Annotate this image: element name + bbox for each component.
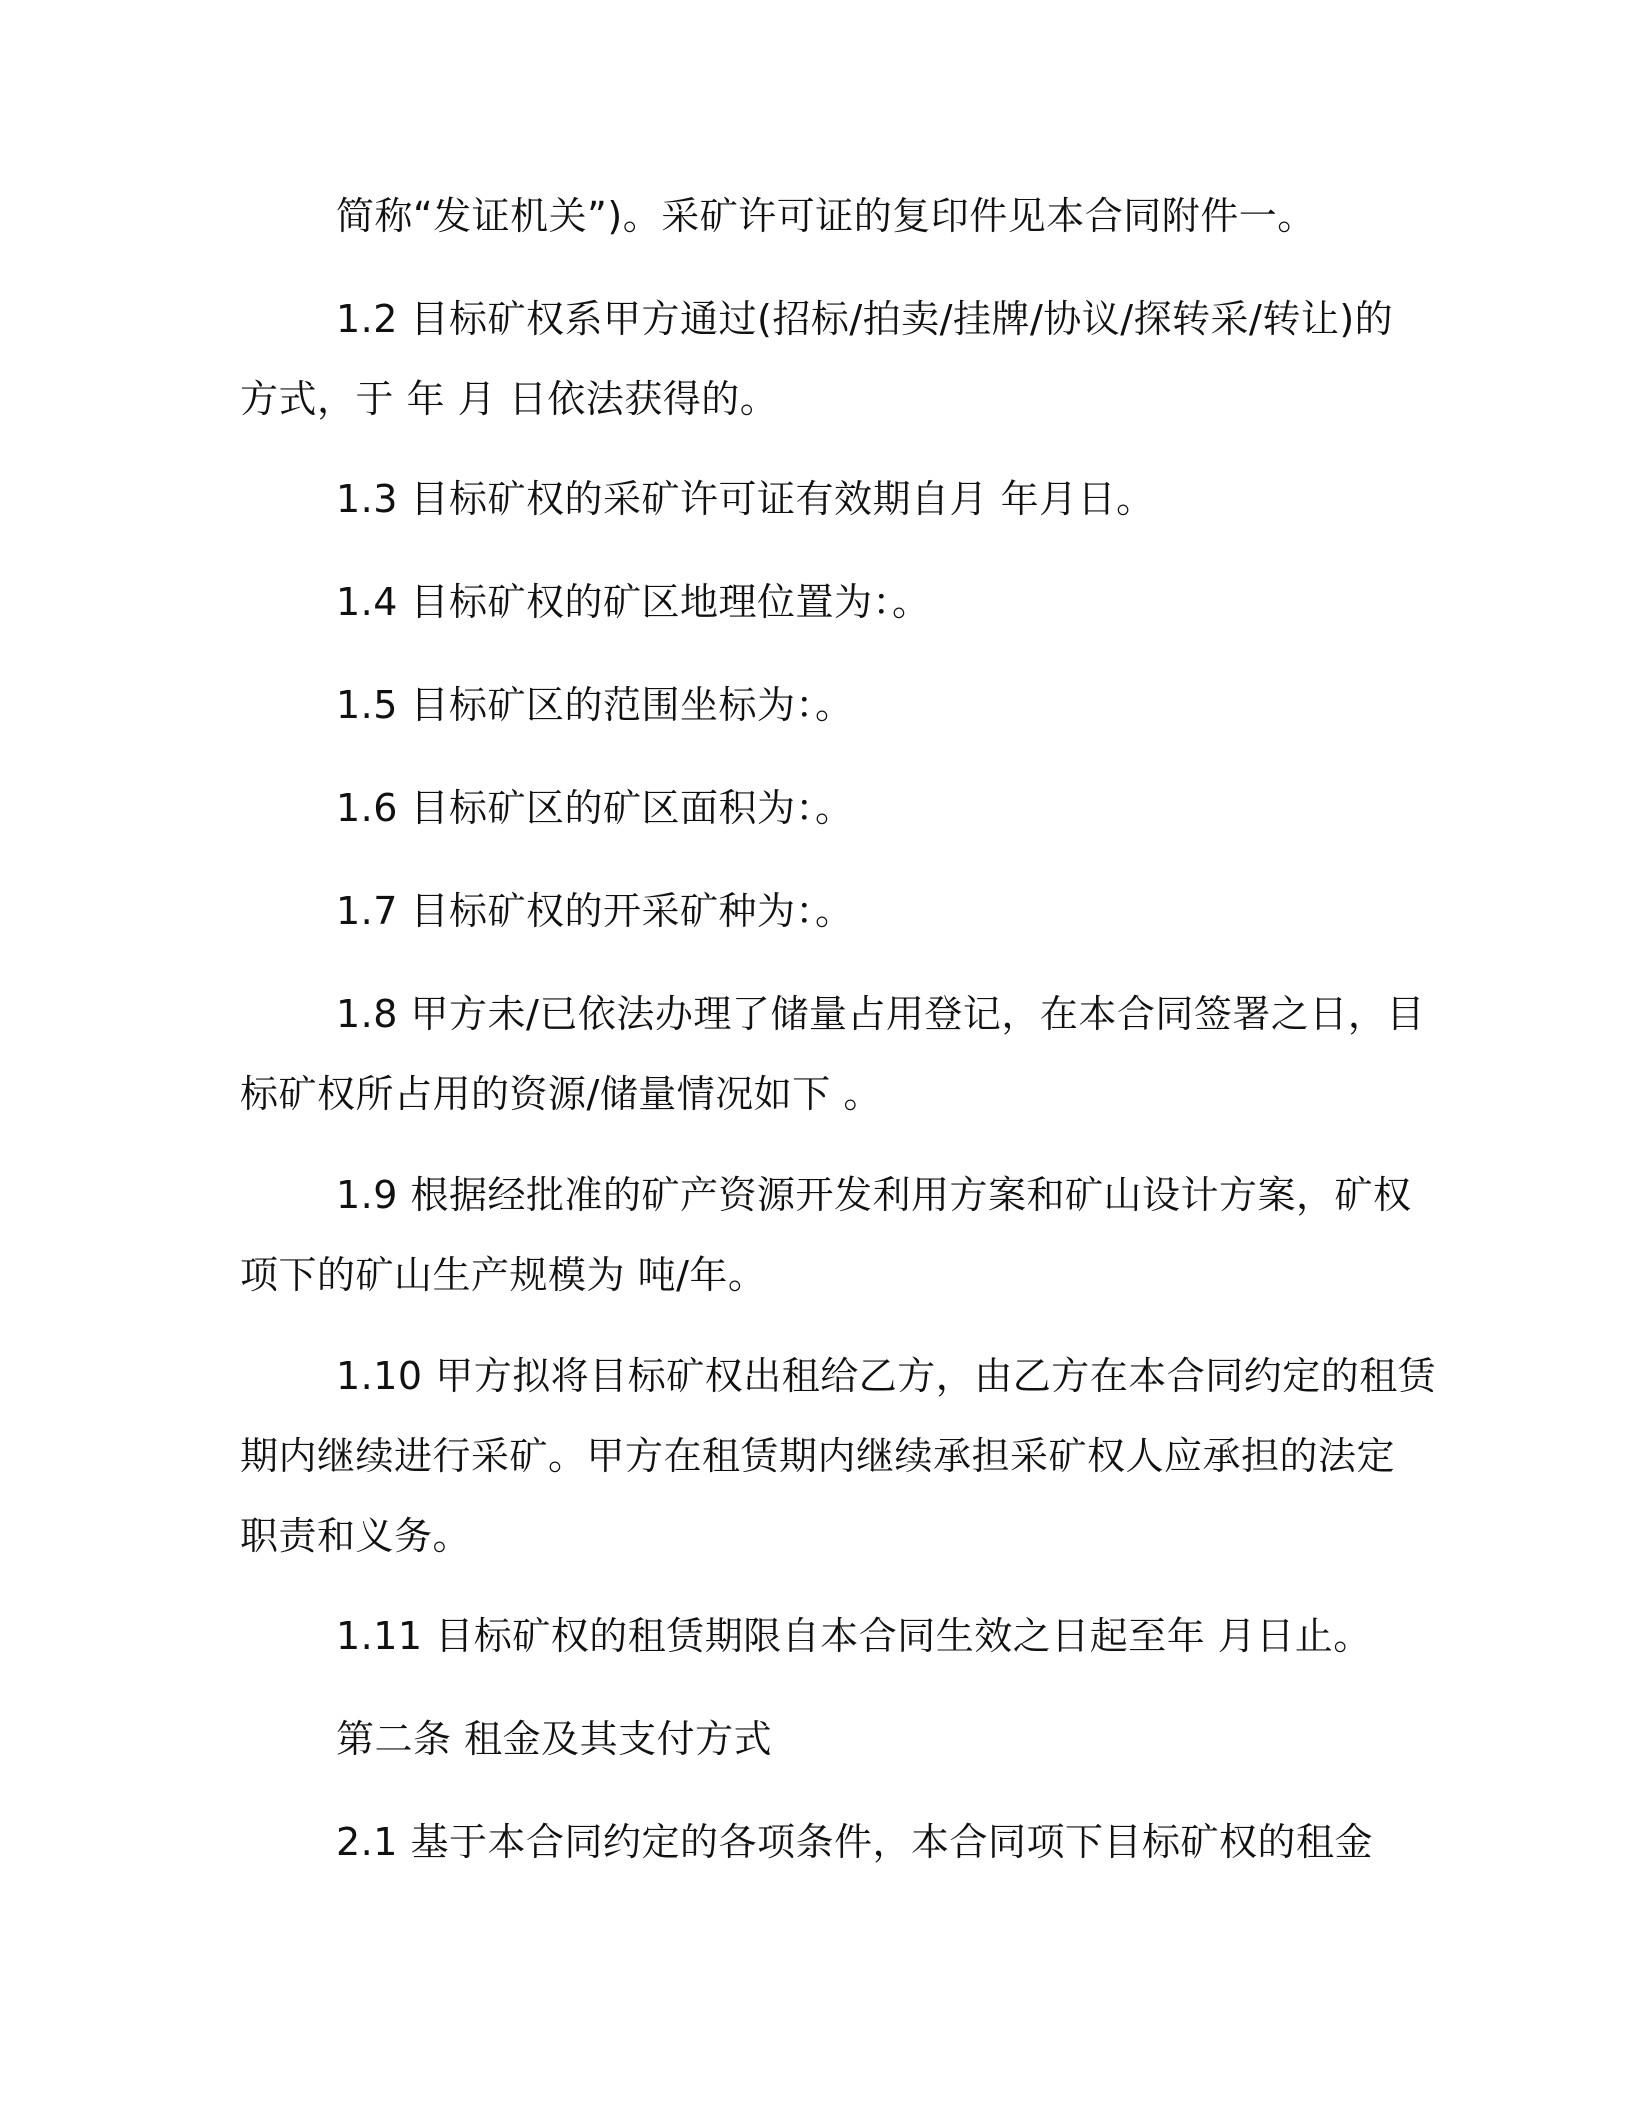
paragraph-line: 1.9 根据经批准的矿产资源开发利用方案和矿山设计方案，矿权 [336, 1173, 1412, 1217]
paragraph-1-11 [240, 1596, 1400, 1676]
paragraph-1-7 [240, 871, 1400, 951]
paragraph-1-9 [240, 1155, 1412, 1315]
paragraph-line: 方式，于 年 月 日依法获得的。 [240, 377, 779, 421]
paragraph-2-1 [240, 1802, 1400, 1882]
paragraph-1-2 [240, 279, 1400, 439]
paragraph-line: 1.6 目标矿区的矿区面积为：。 [336, 786, 854, 830]
paragraph-line: 1.4 目标矿权的矿区地理位置为：。 [336, 580, 931, 624]
paragraph-line: 期内继续进行采矿。甲方在租赁期内继续承担采矿权人应承担的法定 [240, 1434, 1396, 1478]
section-heading-article-2 [240, 1699, 1400, 1779]
paragraph-line: 简称“发证机关”)。采矿许可证的复印件见本合同附件一。 [336, 194, 1316, 238]
paragraph-1-1-continuation [240, 176, 1400, 256]
paragraph-line: 1.3 目标矿权的采矿许可证有效期自月 年月日。 [336, 477, 1155, 521]
paragraph-line: 1.10 甲方拟将目标矿权出租给乙方，由乙方在本合同约定的租赁 [336, 1354, 1437, 1398]
paragraph-line: 1.8 甲方未/已依法办理了储量占用登记，在本合同签署之日，目 [336, 992, 1425, 1036]
paragraph-1-8 [240, 974, 1425, 1134]
paragraph-line: 1.11 目标矿权的租赁期限自本合同生效之日起至年 月日止。 [336, 1614, 1372, 1658]
paragraph-line: 1.2 目标矿权系甲方通过(招标/拍卖/挂牌/协议/探转采/转让)的 [336, 297, 1394, 341]
paragraph-1-6 [240, 768, 1400, 848]
section-heading-line: 第二条 租金及其支付方式 [336, 1717, 773, 1761]
paragraph-line: 1.7 目标矿权的开采矿种为：。 [336, 889, 854, 933]
paragraph-1-5 [240, 665, 1400, 745]
paragraph-1-3 [240, 459, 1400, 539]
paragraph-line: 1.5 目标矿区的范围坐标为：。 [336, 683, 854, 727]
paragraph-line: 项下的矿山生产规模为 吨/年。 [240, 1253, 767, 1297]
paragraph-1-4 [240, 562, 1400, 642]
paragraph-line: 职责和义务。 [240, 1514, 472, 1558]
paragraph-line: 标矿权所占用的资源/储量情况如下 。 [240, 1072, 882, 1116]
paragraph-1-10 [240, 1336, 1437, 1576]
paragraph-line: 2.1 基于本合同约定的各项条件，本合同项下目标矿权的租金 [336, 1820, 1374, 1864]
